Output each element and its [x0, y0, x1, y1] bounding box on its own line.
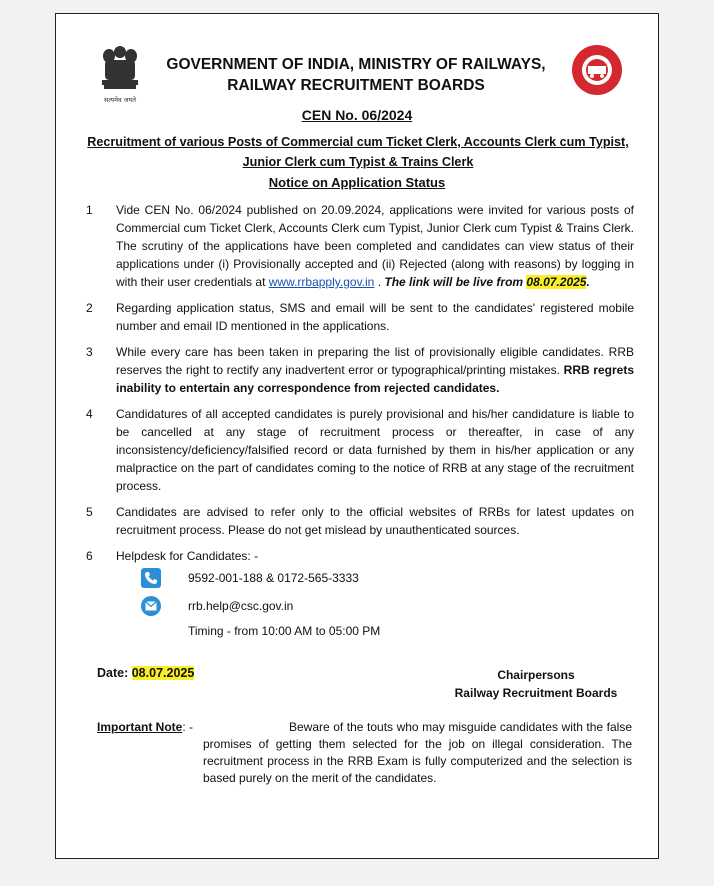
header-line-1: GOVERNMENT OF INDIA, MINISTRY OF RAILWAYS, — [166, 56, 546, 73]
phone-numbers: 9592-001-188 & 0172-565-3333 — [188, 571, 359, 585]
date-label: Date: — [97, 666, 132, 680]
notice-items — [86, 201, 634, 573]
item-number: 6 — [86, 549, 93, 563]
live-date-highlight: 08.07.2025 — [526, 275, 587, 289]
important-note — [97, 719, 632, 787]
svg-text:सत्यमेव जयते: सत्यमेव जयते — [104, 96, 136, 104]
list-item — [86, 343, 634, 397]
subject-heading: Recruitment of various Posts of Commercial cum Ticket Clerk, Accounts Clerk cum Typist, Junior Clerk cum Typist & Trains Clerk — [87, 135, 629, 169]
list-item — [86, 503, 634, 539]
item-number: 3 — [86, 345, 93, 359]
rrbapply-link[interactable]: www.rrbapply.gov.in — [268, 275, 375, 289]
header-title — [156, 54, 556, 96]
item-text — [116, 201, 634, 291]
item-1-end: . — [586, 275, 590, 289]
important-note-text: Beware of the touts who may misguide candidates with the false promises of getting them selected for the job on illegal consideration. The recruitment process in the RRB Exam is fully computerized and the selection is based purely on the merit of the candidates. — [203, 720, 632, 785]
phone-row — [141, 566, 380, 590]
signatory-title: Chairpersons — [497, 668, 575, 682]
important-note-sep: : - — [182, 720, 194, 734]
list-item — [86, 299, 634, 335]
helpdesk-timing: Timing - from 10:00 AM to 05:00 PM — [188, 624, 381, 638]
item-1-bold: The link will be live from — [384, 275, 527, 289]
item-number: 4 — [86, 407, 93, 421]
notice-title: Notice on Application Status — [268, 175, 446, 190]
signatory-org: Railway Recruitment Boards — [454, 686, 618, 700]
item-number: 2 — [86, 301, 93, 315]
notice-date — [97, 666, 194, 680]
item-text: Regarding application status, SMS and email will be sent to the candidates' registered mobile number and email ID mentioned in the applications. — [116, 301, 634, 333]
item-text: Candidates are advised to refer only to the official websites of RRBs for latest updates on recruitment process. Please do not get mislead by unauthenticated sources. — [116, 505, 634, 537]
helpdesk-email[interactable]: rrb.help@csc.gov.in — [188, 599, 294, 613]
phone-icon — [141, 568, 161, 588]
email-icon — [141, 596, 161, 616]
helpdesk-contacts — [141, 566, 380, 638]
header-line-2: RAILWAY RECRUITMENT BOARDS — [227, 77, 485, 94]
item-number: 5 — [86, 505, 93, 519]
item-text: Helpdesk for Candidates: - — [116, 549, 259, 563]
indian-railways-logo-icon — [571, 44, 623, 96]
item-number: 1 — [86, 203, 93, 217]
list-item — [86, 547, 634, 565]
item-3-bold: RRB regrets inability to entertain any correspondence from rejected candidates. — [116, 363, 634, 395]
date-value: 08.07.2025 — [131, 666, 195, 680]
list-item — [86, 201, 634, 291]
item-text — [116, 343, 634, 397]
notice-page — [55, 13, 659, 859]
signatory-block — [436, 666, 636, 702]
email-row — [141, 594, 380, 618]
ashoka-emblem-icon — [96, 44, 144, 106]
item-text: Candidatures of all accepted candidates is purely provisional and his/her candidature is liable to be cancelled at any stage of recruitment process or thereafter, in case of any inconsistency/deficiency/falsified record or data furnished by them in his/her application or any malpractice on the part of candidates coming to the notice of RRB at any stage of the recruitment process. — [116, 407, 634, 493]
item-3-text: While every care has been taken in preparing the list of provisionally eligible candidates. RRB reserves the right to rectify any inadvertent error or typographical/printing mistakes. — [116, 345, 634, 377]
cen-number: CEN No. 06/2024 — [301, 107, 413, 123]
item-1-sep: . — [374, 275, 385, 289]
list-item — [86, 405, 634, 495]
important-note-label: Important Note — [97, 720, 183, 734]
item-1-text: Vide CEN No. 06/2024 published on 20.09.2024, applications were invited for various posts of Commercial cum Ticket Clerk, Accounts Clerk cum Typist, Junior Clerk cum Typist & Trains Clerk. The scrutiny of the applications have been completed and candidates can view status of their applications under (i) Provisionally accepted and (ii) Rejected (along with reasons) by logging in with their user credentials at — [116, 203, 634, 289]
